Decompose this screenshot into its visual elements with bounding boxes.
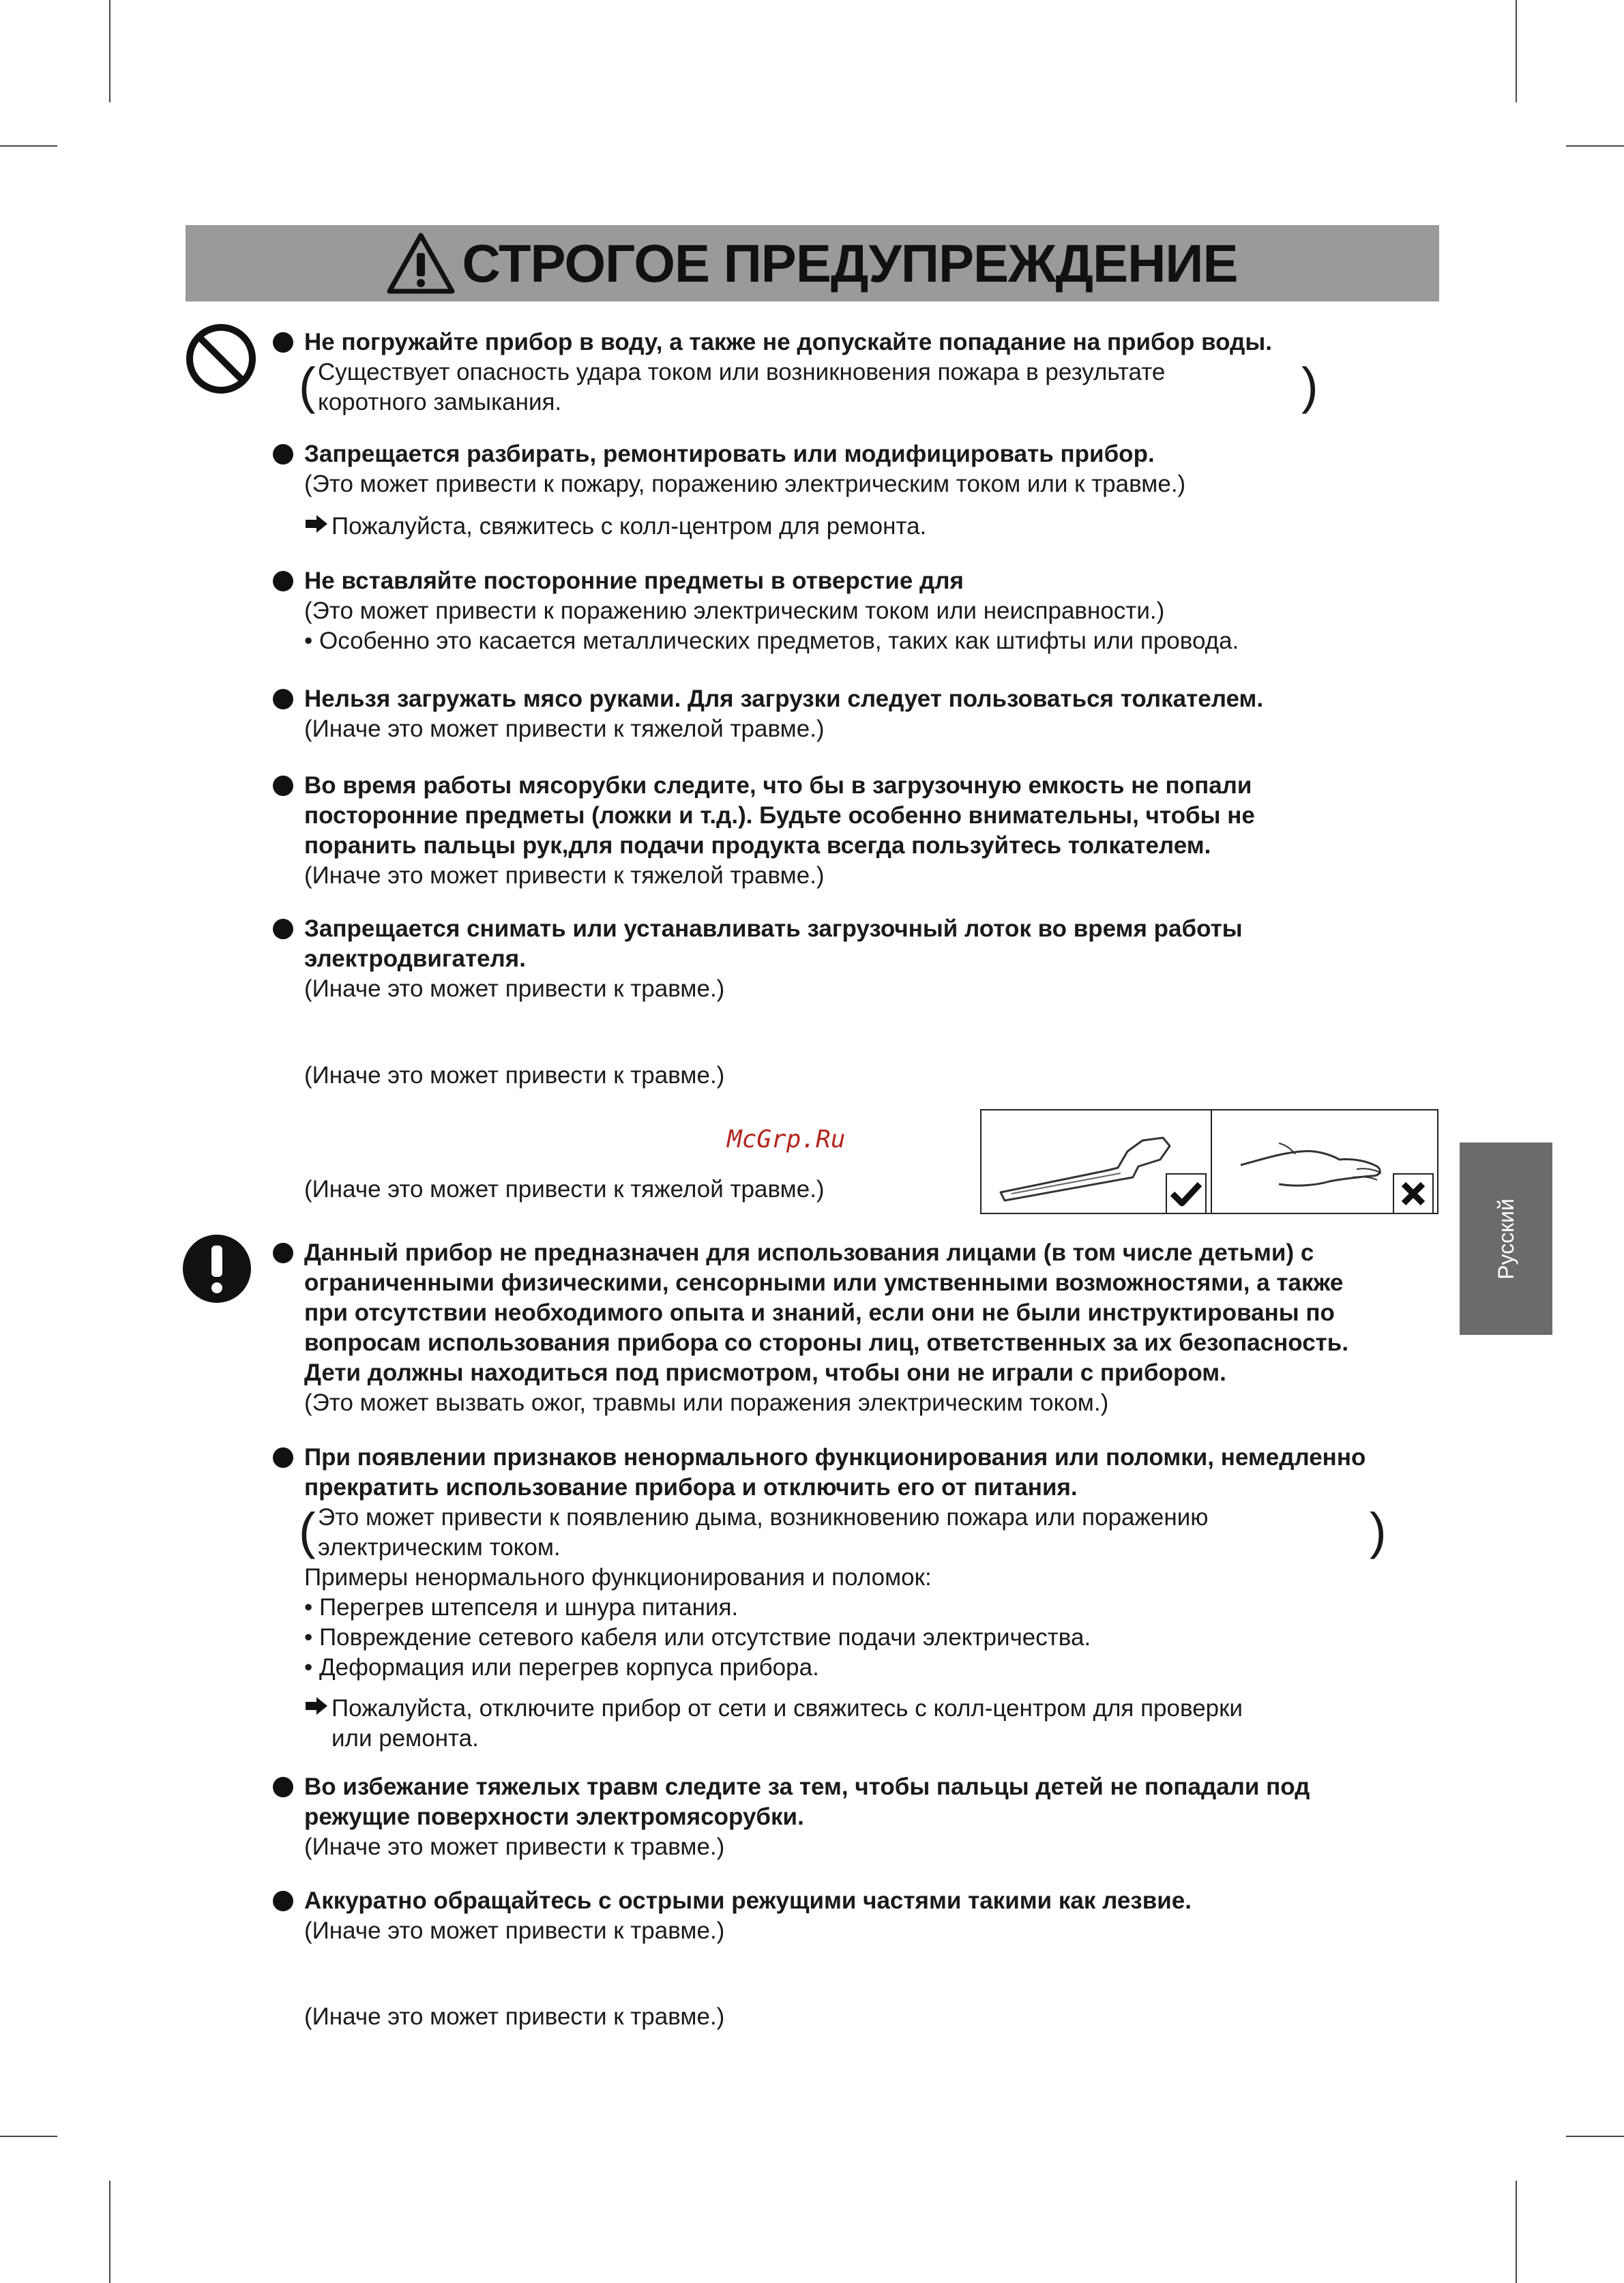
note-text: (Иначе это может привести к травме.) — [304, 1062, 725, 1089]
bullet-icon — [273, 444, 293, 465]
arrow-right-icon — [304, 512, 331, 542]
check-icon — [1166, 1173, 1207, 1214]
note-line: электрическим током. — [318, 1534, 561, 1561]
warning-item — [304, 1772, 1450, 1862]
warning-item — [299, 327, 1450, 417]
page-title: СТРОГОЕ ПРЕДУПРЕЖДЕНИЕ — [462, 233, 1238, 293]
item-note: (Иначе это может привести к травме.) — [304, 1833, 725, 1860]
note-text: (Иначе это может привести к тяжелой травме.) — [304, 1176, 825, 1203]
item-title: Дети должны находиться под присмотром, чтобы они не играли с прибором. — [304, 1359, 1226, 1386]
bullet-icon — [273, 1243, 293, 1263]
item-title: Не вставляйте посторонние предметы в отверстие для — [304, 568, 964, 594]
item-title: Запрещается разбирать, ремонтировать или модифицировать прибор. — [304, 441, 1155, 467]
bullet-icon — [273, 1891, 293, 1911]
item-note: (Иначе это может привести к травме.) — [304, 975, 725, 1002]
item-note: (Это может вызвать ожог, травмы или поражения электрическим током.) — [304, 1389, 1109, 1416]
divider — [1211, 1110, 1212, 1213]
prohibition-icon — [183, 321, 259, 400]
warning-item — [304, 684, 1450, 744]
item-detail: • Особенно это касается металлических предметов, таких как штифты или провода. — [304, 628, 1239, 654]
examples-intro: Примеры ненормального функционирования и поломок: — [304, 1564, 932, 1591]
warning-item — [304, 1238, 1450, 1418]
item-note: (Это может привести к поражению электрическим током или неисправности.) — [304, 598, 1165, 624]
bullet-icon — [273, 1447, 293, 1468]
action-line — [304, 512, 1450, 542]
action-text: Пожалуйста, отключите прибор от сети и свяжитесь с колл-центром для проверки — [331, 1695, 1243, 1722]
crop-mark — [0, 2136, 57, 2137]
paren-open: ( — [299, 357, 316, 414]
item-title: посторонние предметы (ложки и т.д.). Будьте особенно внимательны, чтобы не — [304, 802, 1255, 829]
warning-item — [304, 771, 1450, 891]
item-note: (Иначе это может привести к тяжелой травме.) — [304, 716, 825, 742]
item-note: (Иначе это может привести к травме.) — [304, 1917, 725, 1944]
item-title: электродвигателя. — [304, 945, 526, 972]
standalone-note — [304, 1061, 1450, 1091]
language-tab-label: Русский — [1493, 1198, 1518, 1280]
item-title: Данный прибор не предназначен для использования лицами (в том числе детьми) с — [304, 1239, 1314, 1266]
item-note — [299, 1503, 1450, 1563]
example-item: • Повреждение сетевого кабеля или отсутствие подачи электричества. — [304, 1624, 1091, 1651]
crop-mark — [1516, 0, 1517, 102]
item-note: (Иначе это может привести к тяжелой травме.) — [304, 862, 825, 889]
item-note: (Это может привести к пожару, поражению электрическим током или к травме.) — [304, 471, 1186, 497]
bullet-icon — [273, 571, 293, 591]
arrow-right-icon — [304, 1694, 331, 1724]
paren-close: ) — [1370, 1503, 1387, 1559]
note-line: Существует опасность удара током или возникновения пожара в результате — [318, 359, 1166, 385]
bullet-icon — [273, 919, 293, 939]
warning-banner — [186, 225, 1439, 301]
item-title: прекратить использование прибора и отключить его от питания. — [304, 1474, 1078, 1501]
cross-icon — [1393, 1173, 1434, 1214]
item-title: ограниченными физическими, сенсорными или умственными возможностями, а также — [304, 1269, 1344, 1296]
standalone-note — [304, 2002, 1450, 2032]
crop-mark — [0, 145, 57, 147]
illustration-panel — [980, 1109, 1438, 1214]
item-title: Не погружайте прибор в воду, а также не допускайте попадание на прибор воды. — [304, 329, 1272, 355]
warning-item — [304, 914, 1450, 1004]
warning-item — [304, 566, 1450, 656]
item-title: при отсутствии необходимого опыта и знаний, если они не были инструктированы по — [304, 1299, 1335, 1326]
warning-item — [304, 1886, 1450, 1946]
warning-item — [304, 439, 1450, 542]
item-title: Нельзя загружать мясо руками. Для загрузки следует пользоваться толкателем. — [304, 686, 1264, 712]
item-title: режущие поверхности электромясорубки. — [304, 1803, 804, 1830]
paren-close: ) — [1301, 357, 1318, 414]
item-note — [299, 357, 1450, 417]
action-line — [304, 1694, 1450, 1754]
item-title: Запрещается снимать или устанавливать загрузочный лоток во время работы — [304, 915, 1243, 942]
language-tab — [1460, 1143, 1552, 1335]
item-title: Во избежание тяжелых травм следите за тем, чтобы пальцы детей не попадали под — [304, 1773, 1310, 1800]
item-title: поранить пальцы рук,для подачи продукта всегда пользуйтесь толкателем. — [304, 832, 1211, 859]
note-line: коротного замыкания. — [318, 389, 562, 415]
crop-mark — [109, 0, 110, 102]
paren-open: ( — [299, 1503, 316, 1559]
note-line: Это может привести к появлению дыма, возникновению пожара или поражению — [318, 1504, 1209, 1531]
example-item: • Перегрев штепселя и шнура питания. — [304, 1594, 739, 1621]
watermark: McGrp.Ru — [727, 1125, 846, 1153]
warning-triangle-icon — [387, 233, 455, 294]
warning-item — [299, 1443, 1450, 1754]
example-item: • Деформация или перегрев корпуса прибора. — [304, 1654, 819, 1681]
item-title: Аккуратно обращайтесь с острыми режущими частями такими как лезвие. — [304, 1887, 1192, 1914]
crop-mark — [1566, 2136, 1624, 2137]
crop-mark — [1516, 2181, 1517, 2283]
action-text: или ремонта. — [331, 1725, 479, 1752]
bullet-icon — [273, 1777, 293, 1797]
crop-mark — [1566, 145, 1624, 147]
item-title: При появлении признаков ненормального функционирования или поломки, немедленно — [304, 1444, 1366, 1471]
crop-mark — [109, 2181, 110, 2283]
exclamation-icon — [181, 1233, 252, 1308]
item-title: Во время работы мясорубки следите, что бы в загрузочную емкость не попали — [304, 772, 1252, 799]
action-text: Пожалуйста, свяжитесь с колл-центром для ремонта. — [331, 513, 927, 540]
bullet-icon — [273, 332, 293, 353]
bullet-icon — [273, 776, 293, 796]
item-title: вопросам использования прибора со стороны лиц, ответственных за их безопасность. — [304, 1329, 1349, 1356]
bullet-icon — [273, 689, 293, 709]
note-text: (Иначе это может привести к травме.) — [304, 2003, 725, 2030]
